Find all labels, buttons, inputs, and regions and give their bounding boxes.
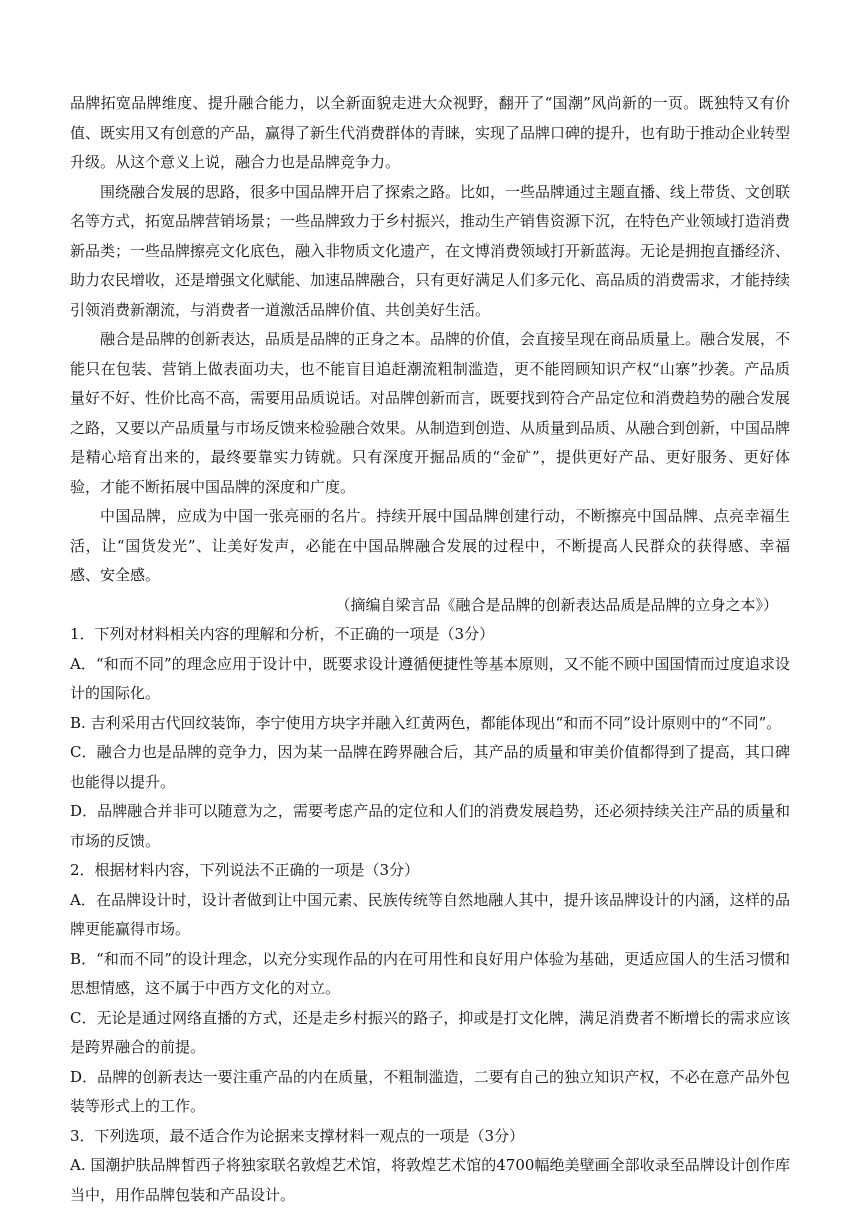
question-stem: 2．根据材料内容，下列说法不正确的一项是（3分） [70, 861, 420, 879]
passage-paragraph-4: 中国品牌，应成为中国一张亮丽的名片。持续开展中国品牌创建行动，不断擦亮中国品牌、点亮幸福生活，让“国货发光”、让美好发声，必能在中国品牌融合发展的过程中，不断提高人民群众的获得感、幸福感、安全感。 [70, 507, 790, 584]
question-1 [70, 620, 790, 856]
question-2 [70, 856, 790, 1122]
passage-source: （摘编自梁言品《融合是品牌的创新表达品质是品牌的立身之本》） [335, 595, 778, 614]
reading-passage [70, 89, 790, 620]
question-stem: 1．下列对材料相关内容的理解和分析，不正确的一项是（3分） [70, 625, 495, 643]
option-b: B. 吉利采用古代回纹装饰，李宁使用方块字并融入红黄两色，都能体现出“和而不同”设计原则中的“不同”。 [70, 713, 782, 732]
option-c: C．无论是通过网络直播的方式，还是走乡村振兴的路子，抑或是打文化牌，满足消费者不断增长的需求应该是跨界融合的前提。 [70, 1008, 790, 1056]
option-b: B．“和而不同”的设计理念，以充分实现作品的内在可用性和良好用户体验为基础，更适应国人的生活习惯和思想情感，这不属于中西方文化的对立。 [70, 949, 790, 997]
option-d: D．品牌融合并非可以随意为之，需要考虑产品的定位和人们的消费发展趋势，还必须持续关注产品的质量和市场的反馈。 [70, 802, 790, 850]
question-3 [70, 1122, 790, 1211]
passage-paragraph-2: 围绕融合发展的思路，很多中国品牌开启了探索之路。比如，一些品牌通过主题直播、线上带货、文创联名等方式，拓宽品牌营销场景；一些品牌致力于乡村振兴，推动生产销售资源下沉，在特色产业领域打造消费新品类；一些品牌擦亮文化底色，融入非物质文化遗产，在文博消费领域打开新蓝海。无论是拥抱直播经济、助力农民增收，还是增强文化赋能、加速品牌融合，只有更好满足人们多元化、高品质的消费需求，才能持续引领消费新潮流，与消费者一道激活品牌价值、共创美好生活。 [70, 182, 791, 319]
option-d: D．品牌的创新表达一要注重产品的内在质量，不粗制滥造，二要有自己的独立知识产权，不必在意产品外包装等形式上的工作。 [70, 1067, 790, 1115]
passage-paragraph-1: 品牌拓宽品牌维度、提升融合能力，以全新面貌走进大众视野，翻开了“国潮”风尚新的一页。既独特又有价值、既实用又有创意的产品，赢得了新生代消费群体的青睐，实现了品牌口碑的提升，也有助于推动企业转型升级。从这个意义上说，融合力也是品牌竞争力。 [70, 94, 791, 171]
option-a: A．在品牌设计时，设计者做到让中国元素、民族传统等自然地融人其中，提升该品牌设计的内涵，这样的品牌更能赢得市场。 [70, 890, 790, 938]
option-c: C．融合力也是品牌的竞争力，因为某一品牌在跨界融合后，其产品的质量和审美价值都得到了提高，其口碑也能得以提升。 [70, 743, 790, 791]
option-a: A．“和而不同”的理念应用于设计中，既要求设计遵循便捷性等基本原则，又不能不顾中国国情而过度追求设计的国际化。 [70, 654, 790, 702]
passage-paragraph-3: 融合是品牌的创新表达，品质是品牌的正身之本。品牌的价值，会直接呈现在商品质量上。融合发展，不能只在包装、营销上做表面功夫，也不能盲目追赶潮流粗制滥造，更不能罔顾知识产权“山寨”抄袭。产品质量好不好、性价比高不高，需要用品质说话。对品牌创新而言，既要找到符合产品定位和消费趋势的融合发展之路，又要以产品质量与市场反馈来检验融合效果。从制造到创造、从质量到品质、从融合到创新，中国品牌是精心培育出来的，最终要靠实力铸就。只有深度开掘品质的“金矿”，提供更好产品、更好服务、更好体验，才能不断拓展中国品牌的深度和广度。 [70, 330, 791, 496]
option-a: A. 国潮护肤品牌皙西子将独家联名敦煌艺术馆，将敦煌艺术馆的4700幅绝美壁画全部收录至品牌设计创作库当中，用作品牌包装和产品设计。 [70, 1156, 790, 1204]
question-stem: 3．下列选项，最不适合作为论据来支撑材料一观点的一项是（3分） [70, 1126, 525, 1145]
